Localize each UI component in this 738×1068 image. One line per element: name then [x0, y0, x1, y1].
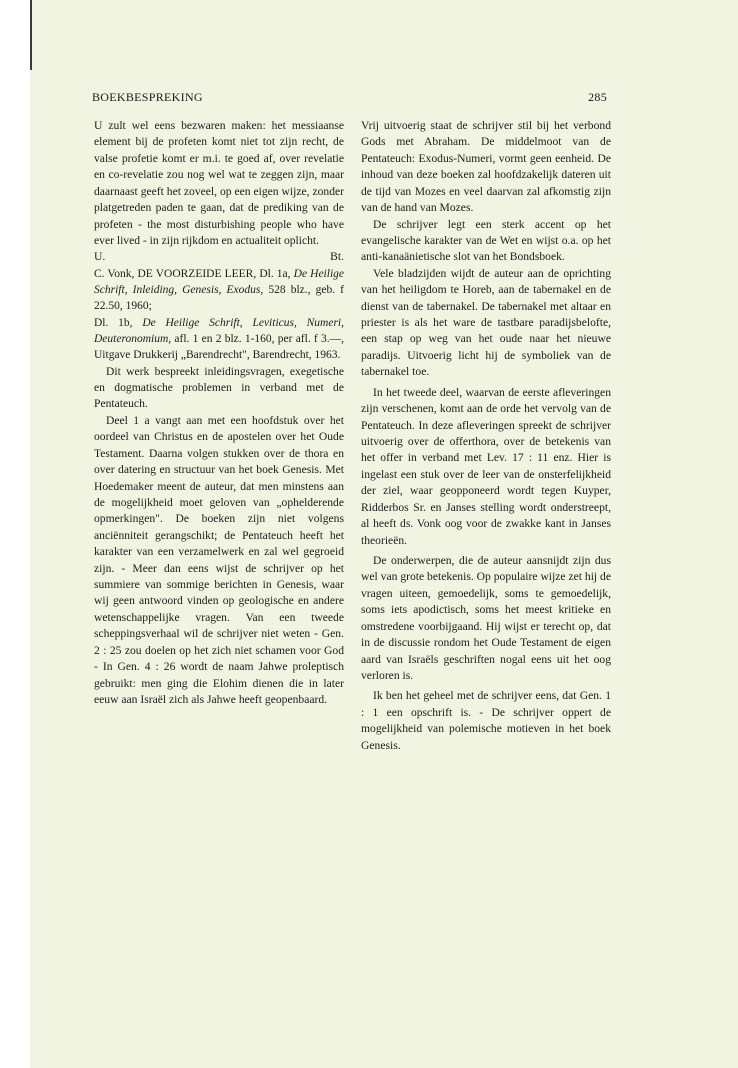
- book-author: C. Vonk, DE VOORZEIDE LEER, Dl. 1a,: [94, 267, 291, 280]
- book-part2: Dl. 1b,: [94, 316, 133, 329]
- body-paragraph: De onderwerpen, die de auteur aansnijdt zijn dus wel van grote betekenis. Op populaire wijze zet hij de vragen uiteen, gemoedelijk, soms te gemoedelijk, soms iets apodictisch, soms het meest kritieke en omstredene voorbijgaand. Hij wijst er terecht op, dat in de discussie rondom het Oude Testament de eigen aard van Israëls geschriften nogal eens uit het oog verloren is.: [361, 553, 611, 682]
- book-citation: [94, 266, 344, 364]
- body-paragraph: Dit werk bespreekt inleidingsvragen, exegetische en dogmatische problemen in verband met de Pentateuch.: [94, 364, 344, 411]
- signature-reviewer: Bt.: [330, 250, 344, 264]
- book-details-part2: afl. 1 en 2 blz. 1-160, per afl. f 3.—, Uitgave Drukkerij „Barendrecht", Barendrecht, 1963.: [94, 332, 344, 362]
- body-paragraph: Deel 1 a vangt aan met een hoofdstuk over het oordeel van Christus en de apostelen over het Oude Testament. Daarna volgen stukken over de thora en over datering en structuur van het boek Genesis. Met Hoedemaker meent de auteur, dat men minstens aan de mogelijkheid moet geloven van „ophelderende opmerkingen". De boeken zijn niet volgens anciënniteit gerangschikt; de Pentateuch heeft het karakter van een verzamelwerk en zal wel gegroeid zijn. - Meer dan eens wijst de schrijver op het summiere van sommige berichten in Genesis, waar wij geen antwoord vinden op geologische en andere wetenschappelijke vragen. Van een tweede scheppingsverhaal wil de schrijver niet weten - Gen. 2 : 25 zou doelen op het zich niet schamen voor God - In Gen. 4 : 26 wordt de naam Jahwe proleptisch gebruikt: men ging die Elohim dienen die in later eeuw aan Israël zich als Jahwe heeft geopenbaard.: [94, 413, 344, 707]
- book-title-part1: De Heilige Schrift, Inleiding, Genesis, Exodus,: [94, 267, 344, 297]
- body-paragraph: Ik ben het geheel met de schrijver eens, dat Gen. 1 : 1 een opschrift is. - De schrijver oppert de mogelijkheid van polemische motieven in het boek Genesis.: [361, 689, 611, 752]
- page-number: 285: [588, 90, 607, 104]
- body-paragraph: In het tweede deel, waarvan de eerste afleveringen zijn verschenen, komt aan de orde het vervolg van de Pentateuch. In deze afleveringen spreekt de schrijver uitvoerig over de offerthora, over de betekenis van het offer in verband met Lev. 17 : 11 enz. Hier is ingelast een stuk over de leer van de onsterfelijkheid der ziel, waar geopponeerd wordt tegen Kuyper, Ridderbos Sr. en Janses stelling wordt onderstreept, al heeft ds. Vonk oog voor de zwakke kant in Janses theorieën.: [361, 385, 611, 547]
- binding-edge: [30, 0, 32, 70]
- book-details-part1: 528 blz., geb. f 22.50, 1960;: [94, 284, 345, 313]
- book-title-part2: De Heilige Schrift, Leviticus, Numeri, Deuteronomium,: [94, 316, 344, 345]
- body-paragraph: Vrij uitvoerig staat de schrijver stil bij het verbond Gods met Abraham. De middelmoot van de Pentateuch: Exodus-Numeri, vormt geen eenheid. De inhoud van deze boeken zal hoofdzakelijk dateren uit de tijd van Mozes en veel daarvan zal afkomstig zijn van de hand van Mozes.: [361, 119, 611, 215]
- body-paragraph: De schrijver legt een sterk accent op het evangelische karakter van de Wet en wijst o.a. op het anti-kanaänietische slot van het Bondsboek.: [361, 217, 611, 264]
- left-column: [94, 118, 344, 708]
- review-signature: [94, 249, 344, 265]
- review-paragraph-end: U zult wel eens bezwaren maken: het messiaanse element bij de profeten komt niet tot zijn recht, de valse profetie komt er m.i. te goed af, over revelatie en co-revelatie zou nog wel wat te zeggen zijn, maar daarnaast geeft het zoveel, op een eigen wijze, zonder platgetreden paden te gaan, dat de prediking van de profeten - the most disturbishing people who have ever lived - in zijn rijkdom en actualiteit oplicht.: [94, 119, 344, 247]
- body-paragraph: Vele bladzijden wijdt de auteur aan de oprichting van het heiligdom te Horeb, aan de tabernakel en de dienst van de tabernakel. De tabernakel met altaar en priester is als het ware de tastbare paradijsbelofte, een stap op weg van het oude naar het nieuwe paradijs. Uitvoerig licht hij de symboliek van de tabernakel toe.: [361, 266, 611, 379]
- right-column: [361, 118, 611, 754]
- signature-initial: U.: [94, 250, 106, 264]
- section-title: BOEKBESPREKING: [92, 90, 203, 104]
